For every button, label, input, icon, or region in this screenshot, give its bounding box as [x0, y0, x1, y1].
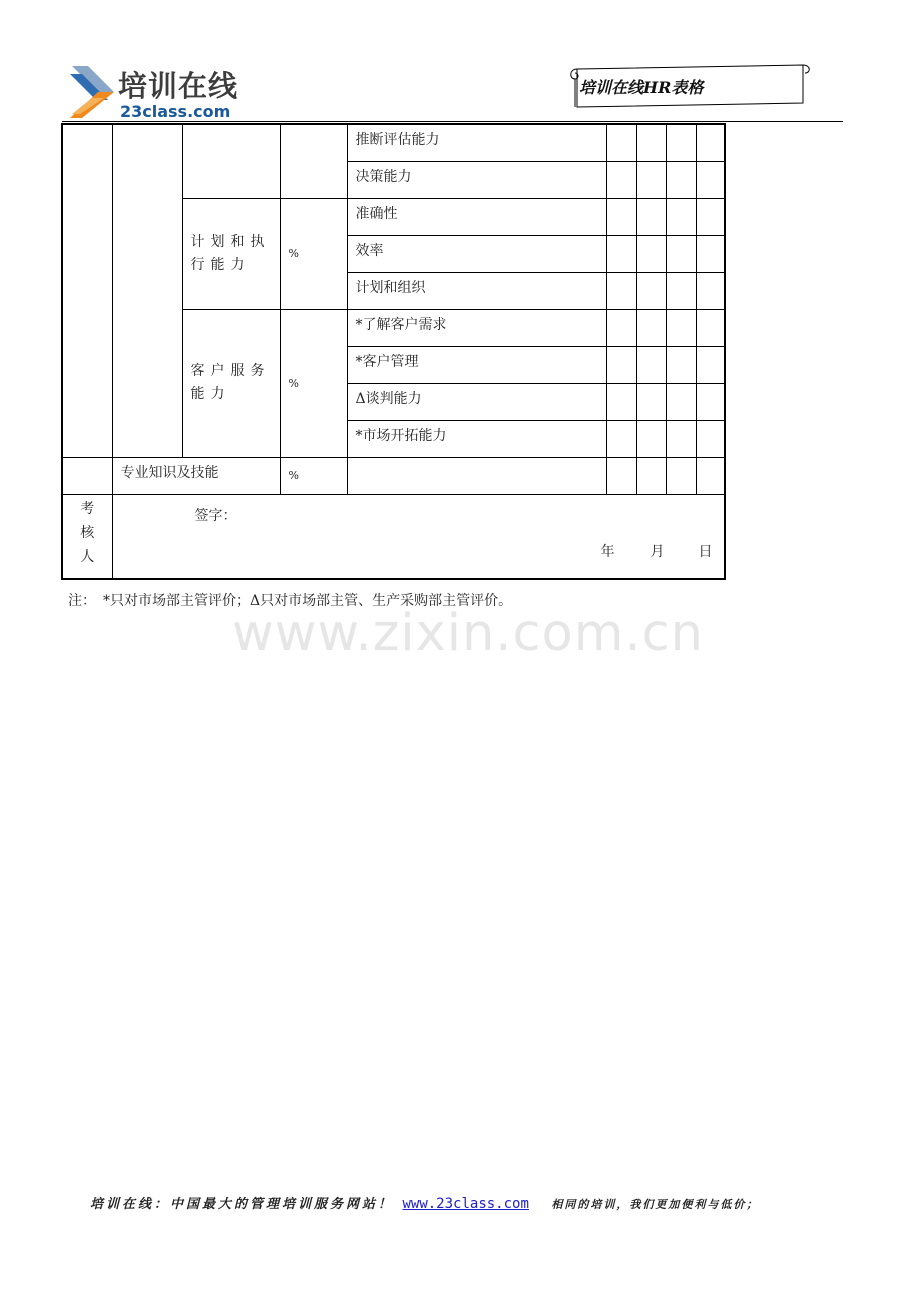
score-cell[interactable] [606, 124, 636, 161]
date-day-label: 日 [698, 543, 713, 560]
score-cell[interactable] [666, 161, 696, 198]
score-cell[interactable] [666, 383, 696, 420]
score-cell[interactable] [636, 235, 666, 272]
evaluation-table [61, 123, 726, 580]
item-label: 决策能力 [347, 161, 606, 198]
weight-percent[interactable]: % [280, 309, 347, 457]
blank-cell [112, 124, 182, 457]
score-cell[interactable] [696, 198, 725, 235]
blank-cell [62, 124, 112, 457]
blank-cell [347, 457, 606, 494]
blank-cell [280, 124, 347, 198]
reviewer-row [62, 494, 725, 579]
logo-title: 培训在线 [118, 69, 239, 103]
score-cell[interactable] [606, 198, 636, 235]
score-cell[interactable] [636, 198, 666, 235]
item-label: 准确性 [347, 198, 606, 235]
blank-cell [182, 124, 280, 198]
score-cell[interactable] [666, 457, 696, 494]
score-cell[interactable] [666, 346, 696, 383]
score-cell[interactable] [666, 124, 696, 161]
score-cell[interactable] [666, 309, 696, 346]
banner-title: 培训在线HR表格 [579, 78, 704, 97]
logo-mark-icon [68, 62, 118, 120]
score-cell[interactable] [606, 420, 636, 457]
score-cell[interactable] [696, 272, 725, 309]
watermark: www.zixin.com.cn [232, 604, 704, 663]
professional-knowledge-label: 专业知识及技能 [112, 457, 280, 494]
weight-percent[interactable]: % [280, 457, 347, 494]
score-cell[interactable] [636, 272, 666, 309]
score-cell[interactable] [666, 272, 696, 309]
blank-cell [62, 457, 112, 494]
score-cell[interactable] [696, 383, 725, 420]
score-cell[interactable] [606, 309, 636, 346]
date-month-label: 月 [650, 543, 665, 560]
item-label: Δ谈判能力 [347, 383, 606, 420]
item-label: 推断评估能力 [347, 124, 606, 161]
item-label: *客户管理 [347, 346, 606, 383]
item-label: *市场开拓能力 [347, 420, 606, 457]
date-year-label: 年 [600, 543, 615, 560]
item-label: *了解客户需求 [347, 309, 606, 346]
score-cell[interactable] [606, 272, 636, 309]
signature-area[interactable] [112, 494, 725, 579]
score-cell[interactable] [636, 161, 666, 198]
score-cell[interactable] [606, 383, 636, 420]
table-row [62, 124, 725, 161]
score-cell[interactable] [696, 124, 725, 161]
score-cell[interactable] [696, 420, 725, 457]
score-cell[interactable] [666, 420, 696, 457]
score-cell[interactable] [666, 235, 696, 272]
footer-slogan: 培训在线：中国最大的管理培训服务网站！ [90, 1197, 395, 1212]
weight-percent[interactable]: % [280, 198, 347, 309]
page-header [0, 0, 920, 125]
reviewer-label [62, 494, 112, 579]
score-cell[interactable] [696, 235, 725, 272]
score-cell[interactable] [696, 161, 725, 198]
score-cell[interactable] [636, 309, 666, 346]
footer-tagline: 相同的培训，我们更加便利与低价； [551, 1198, 760, 1211]
score-cell[interactable] [696, 346, 725, 383]
score-cell[interactable] [696, 457, 725, 494]
score-cell[interactable] [666, 198, 696, 235]
footer-link[interactable]: www.23class.com [402, 1196, 529, 1212]
signature-label: 签字： [194, 507, 237, 524]
item-label: 效率 [347, 235, 606, 272]
group-customer-service: 客户服务能力 [182, 309, 280, 457]
table-row [62, 457, 725, 494]
score-cell[interactable] [606, 161, 636, 198]
score-cell[interactable] [606, 457, 636, 494]
reviewer-label-text: 考核人 [80, 500, 95, 565]
score-cell[interactable] [636, 420, 666, 457]
group-plan-exec: 计划和执行能力 [182, 198, 280, 309]
score-cell[interactable] [696, 309, 725, 346]
score-cell[interactable] [636, 383, 666, 420]
header-divider [62, 121, 843, 122]
logo [68, 62, 268, 124]
score-cell[interactable] [606, 235, 636, 272]
score-cell[interactable] [636, 124, 666, 161]
page-footer [90, 1193, 759, 1212]
score-cell[interactable] [636, 346, 666, 383]
score-cell[interactable] [636, 457, 666, 494]
score-cell[interactable] [606, 346, 636, 383]
logo-site: 23class.com [120, 102, 231, 121]
item-label: 计划和组织 [347, 272, 606, 309]
footnote: 注： *只对市场部主管评价；Δ只对市场部主管、生产采购部主管评价。 [68, 593, 513, 609]
